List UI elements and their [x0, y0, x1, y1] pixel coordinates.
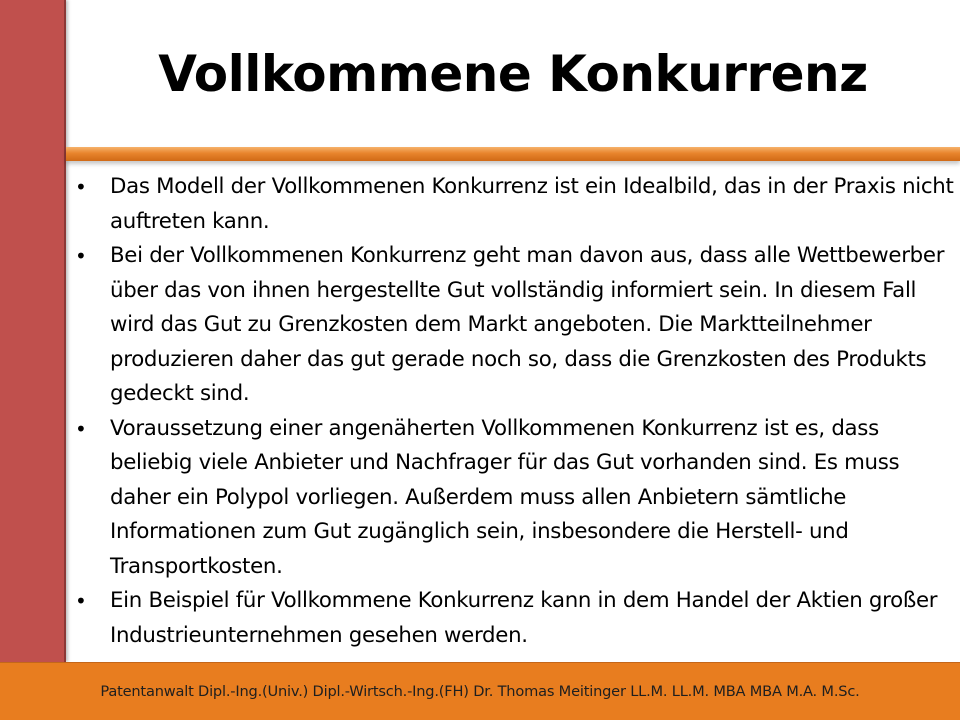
bullet-text-2: Bei der Vollkommenen Konkurrenz geht man davon aus, dass alle Wettbewerber über das von ihnen hergestellte Gut vollständig informiert sein. In diesem Fall wird das Gut zu Grenzkosten dem Markt angeboten. Die Marktteilnehmer produzieren daher das gut gerade noch so, dass die Grenzkosten des Produkts gedeckt sind.	[110, 243, 945, 406]
slide-title: Vollkommene Konkurrenz	[158, 45, 868, 103]
bullet-item-1	[66, 170, 956, 239]
bullet-list	[66, 170, 956, 653]
bullet-text-3: Voraussetzung einer angenäherten Vollkommenen Konkurrenz ist es, dass beliebig viele Anbieter und Nachfrager für das Gut vorhanden sind. Es muss daher ein Polypol vorliegen. Außerdem muss allen Anbietern sämtliche Informationen zum Gut zugänglich sein, insbesondere die Herstell- und Transportkosten.	[110, 415, 900, 579]
left-accent-bar	[0, 0, 66, 662]
bullet-dot-icon: •	[75, 175, 87, 199]
title-underline-rule	[66, 147, 960, 161]
bullet-text-1: Das Modell der Vollkommenen Konkurrenz ist ein Idealbild, das in der Praxis nicht auftreten kann.	[110, 174, 954, 234]
footer-text: Patentanwalt Dipl.-Ing.(Univ.) Dipl.-Wirtsch.-Ing.(FH) Dr. Thomas Meitinger LL.M. LL.M. MBA MBA M.A. M.Sc.	[100, 683, 860, 700]
bullet-dot-icon: •	[75, 589, 87, 613]
bullet-item-2	[66, 239, 956, 412]
bullet-item-4	[66, 584, 956, 653]
footer-bar	[0, 662, 960, 720]
bullet-item-3	[66, 412, 956, 585]
slide-content	[66, 170, 956, 653]
bullet-dot-icon: •	[75, 244, 87, 268]
bullet-dot-icon: •	[75, 416, 87, 441]
bullet-text-4: Ein Beispiel für Vollkommene Konkurrenz kann in dem Handel der Aktien großer Industrieunternehmen gesehen werden.	[110, 588, 938, 648]
